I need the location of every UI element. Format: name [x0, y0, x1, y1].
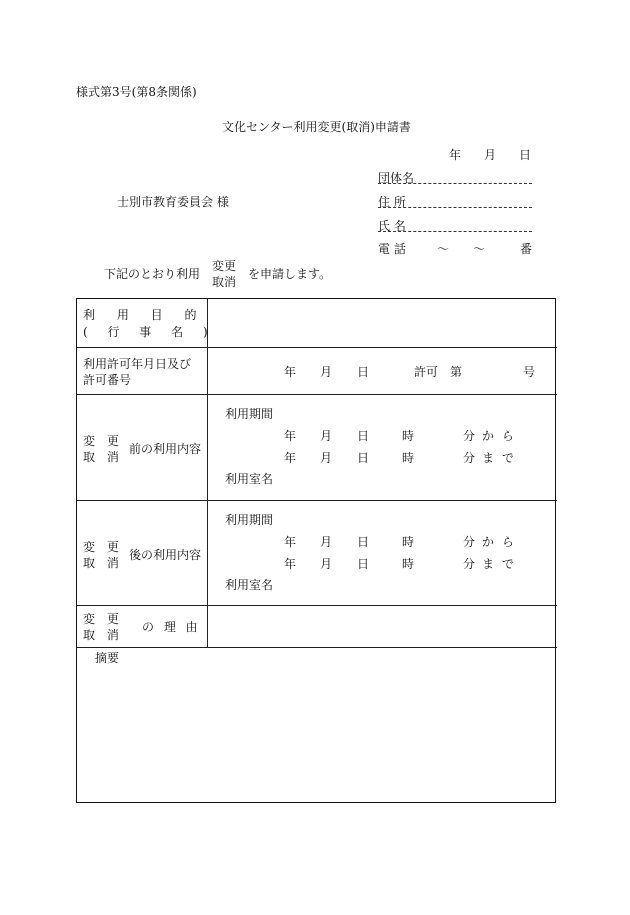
address-label: 住 所 — [378, 195, 406, 209]
intro-option-change: 変更 — [212, 259, 237, 273]
change-label: 変 更 — [83, 540, 119, 554]
permit-day: 日 — [357, 365, 370, 379]
time-day: 日 — [357, 451, 370, 465]
intro-option-cancel: 取消 — [212, 275, 237, 289]
room-label: 利用室名 — [225, 472, 274, 486]
cancel-label: 取 消 — [83, 450, 119, 464]
time-hour: 時 — [402, 429, 415, 443]
time-to: ま で — [482, 451, 514, 465]
cancel-label: 取 消 — [83, 628, 119, 642]
column-divider — [207, 299, 208, 647]
period-label: 利用期間 — [225, 513, 274, 527]
time-minute: 分 — [463, 429, 476, 443]
form-number: 様式第3号(第8条関係) — [76, 85, 197, 99]
purpose-input[interactable] — [209, 301, 553, 345]
time-minute: 分 — [463, 535, 476, 549]
time-to: ま で — [482, 557, 514, 571]
time-month: 月 — [320, 429, 333, 443]
time-from: か ら — [482, 429, 514, 443]
reason-input[interactable] — [209, 607, 553, 645]
time-minute: 分 — [463, 557, 476, 571]
period-label: 利用期間 — [225, 407, 274, 421]
row-divider — [77, 647, 557, 648]
org-label: 団体名 — [378, 171, 415, 185]
purpose-label: 利 用 目 的 — [83, 308, 197, 322]
address-field[interactable] — [378, 207, 532, 208]
remarks-label: 摘要 — [95, 651, 120, 665]
time-hour: 時 — [402, 451, 415, 465]
permit-dai: 第 — [450, 365, 463, 379]
time-month: 月 — [320, 451, 333, 465]
intro-suffix: を申請します。 — [248, 267, 332, 281]
phone-end: 番 — [520, 242, 533, 256]
change-label: 変 更 — [83, 612, 119, 626]
time-hour: 時 — [402, 557, 415, 571]
time-minute: 分 — [463, 451, 476, 465]
after-content-label: 後の利用内容 — [129, 548, 202, 562]
permit-month: 月 — [320, 365, 333, 379]
phone-separator: 〜 — [437, 242, 450, 256]
addressee: 士別市教育委員会 様 — [117, 195, 229, 209]
row-divider — [77, 347, 557, 348]
row-divider — [77, 605, 557, 606]
form-title: 文化センター利用変更(取消)申請書 — [222, 120, 411, 134]
date-year: 年 — [449, 148, 462, 162]
remarks-input[interactable] — [81, 669, 551, 797]
permit-label: 許可 — [414, 365, 439, 379]
time-day: 日 — [357, 557, 370, 571]
time-year: 年 — [284, 557, 297, 571]
name-label: 氏 名 — [378, 219, 406, 233]
intro-prefix: 下記のとおり利用 — [104, 267, 201, 281]
name-field[interactable] — [378, 231, 532, 232]
phone-separator: 〜 — [473, 242, 486, 256]
time-month: 月 — [320, 535, 333, 549]
org-field[interactable] — [378, 183, 532, 184]
row-divider — [77, 394, 557, 395]
permit-date-label: 利用許可年月日及び — [83, 357, 192, 371]
row-divider — [77, 500, 557, 501]
permit-go: 号 — [523, 365, 536, 379]
time-from: か ら — [482, 535, 514, 549]
reason-label: の 理 由 — [142, 620, 198, 634]
time-hour: 時 — [402, 535, 415, 549]
phone-label: 電 話 — [378, 242, 406, 256]
permit-year: 年 — [284, 365, 297, 379]
date-month: 月 — [484, 148, 497, 162]
room-label: 利用室名 — [225, 578, 274, 592]
time-year: 年 — [284, 451, 297, 465]
before-content-label: 前の利用内容 — [129, 442, 202, 456]
application-table — [76, 298, 556, 803]
event-name-label: ( 行 事 名 ) — [83, 325, 208, 339]
time-month: 月 — [320, 557, 333, 571]
time-year: 年 — [284, 535, 297, 549]
time-year: 年 — [284, 429, 297, 443]
time-day: 日 — [357, 429, 370, 443]
cancel-label: 取 消 — [83, 556, 119, 570]
permit-number-label: 許可番号 — [83, 373, 132, 387]
time-day: 日 — [357, 535, 370, 549]
date-day: 日 — [519, 148, 532, 162]
change-label: 変 更 — [83, 434, 119, 448]
